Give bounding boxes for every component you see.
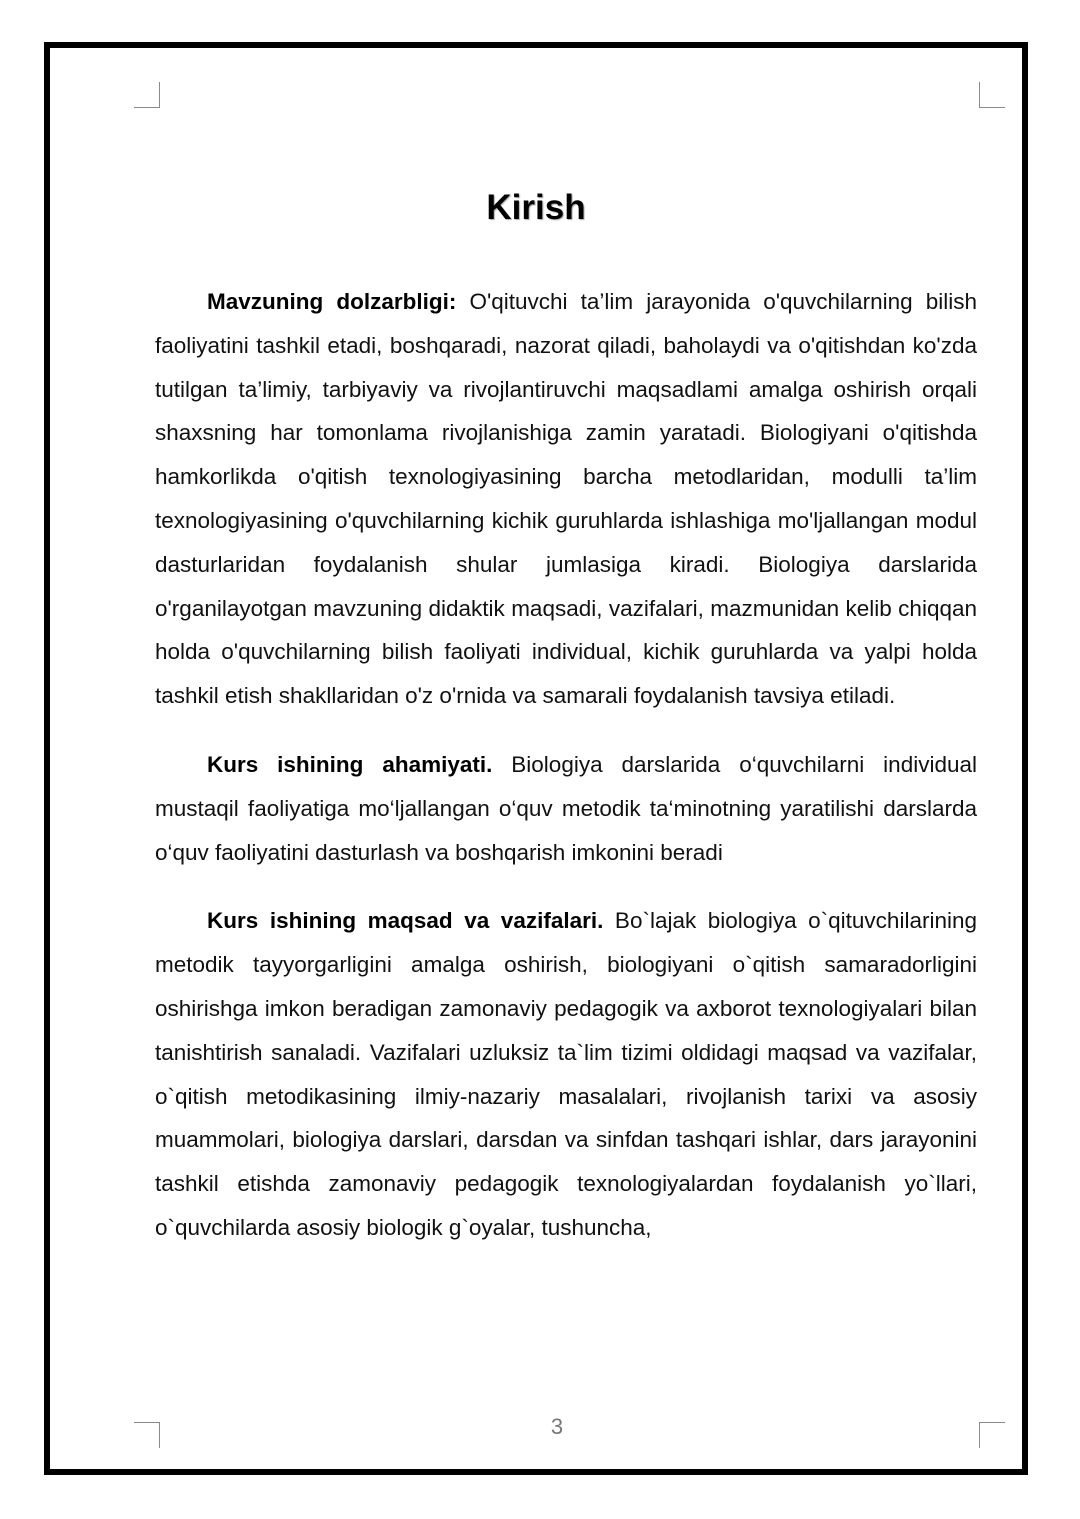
page-title: Kirish bbox=[486, 188, 586, 227]
paragraph-body: Biologiya darslarida o‘quvchilarni individual mustaqil faoliyatiga mo‘ljallangan o‘quv metodik ta‘minotning yaratilishi darslarda o‘quv faoliyatini dasturlash va boshqarish imkonini beradi bbox=[155, 751, 977, 865]
paragraph-heading: Kurs ishining maqsad va vazifalari. bbox=[207, 908, 604, 934]
document-page bbox=[44, 42, 1028, 1475]
body-text bbox=[155, 280, 977, 1275]
paragraph-relevance bbox=[155, 280, 977, 718]
paragraph-body: O'qituvchi ta’lim jarayonida o'quvchilarning bilish faoliyatini tashkil etadi, boshqaradi, nazorat qiladi, baholaydi va o'qitishdan ko'zda tutilgan ta’limiy, tarbiyaviy va rivojlantiruvchi maqsadlami amalga oshirish orqali shaxsning har tomonlama rivojlanishiga zamin yaratadi. Biologiyani o'qitishda hamkorlikda o'qitish texnologiyasining barcha metodlaridan, modulli ta’lim texnologiyasining o'quvchilarning kichik guruhlarda ishlashiga mo'ljallangan modul dasturlaridan foydalanish shular jumlasiga kiradi. Biologiya darslarida o'rganilayotgan mavzuning didaktik maqsadi, vazifalari, mazmunidan kelib chiqqan holda o'quvchilarning bilish faoliyati individual, kichik guruhlarda va yalpi holda tashkil etish shakllaridan o'z o'rnida va samarali foydalanish tavsiya etiladi. bbox=[155, 289, 977, 709]
crop-mark-top-right bbox=[979, 82, 1005, 108]
paragraph-body: Bo`lajak biologiya o`qituvchilarining metodik tayyorgarligini amalga oshirish, biologiyani o`qitish samaradorligini oshirishga imkon beradigan zamonaviy pedagogik va axborot texnologiyalari bilan tanishtirish sanaladi. Vazifalari uzluksiz ta`lim tizimi oldidagi maqsad va vazifalar, o`qitish metodikasining ilmiy-nazariy masalalari, rivojlanish tarixi va asosiy muammolari, biologiya darslari, darsdan va sinfdan tashqari ishlar, dars jarayonini tashkil etishda zamonaviy pedagogik texnologiyalardan foydalanish yo`llari, o`quvchilarda asosiy biologik g`oyalar, tushuncha, bbox=[155, 908, 977, 1240]
page-number: 3 bbox=[550, 1414, 564, 1439]
crop-mark-top-left bbox=[134, 82, 160, 108]
paragraph-heading: Mavzuning dolzarbligi: bbox=[207, 289, 457, 314]
paragraph-heading: Kurs ishining ahamiyati. bbox=[207, 751, 493, 777]
paragraph-importance bbox=[155, 743, 977, 874]
paragraph-goals bbox=[155, 899, 977, 1249]
